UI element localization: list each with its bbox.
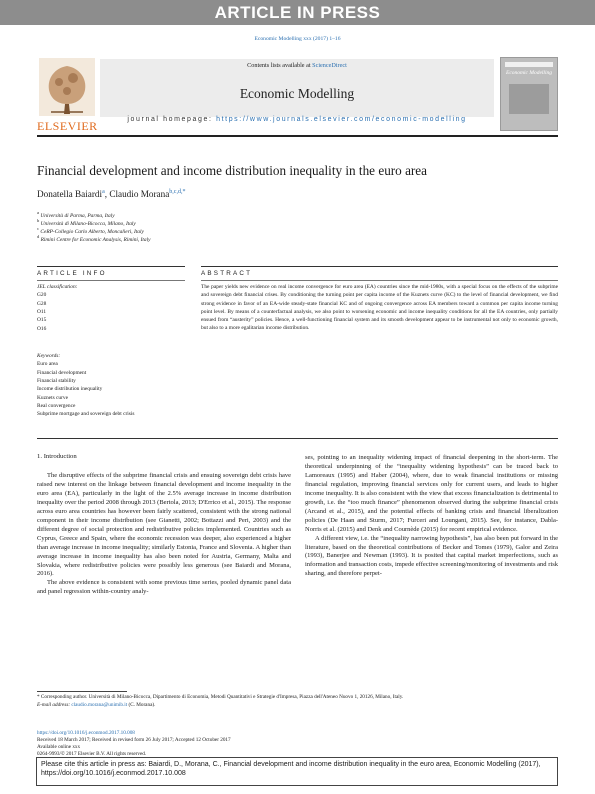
jel-label: JEL classification:: [37, 284, 78, 290]
sciencedirect-link[interactable]: ScienceDirect: [312, 62, 347, 69]
affiliation: [37, 234, 437, 243]
email-link[interactable]: claudio.morana@unimib.it: [71, 701, 128, 708]
copyright-line: 0264-9993/© 2017 Elsevier B.V. All rights reserved.: [37, 751, 147, 758]
jel-code: O15: [37, 317, 47, 324]
journal-citation-line[interactable]: Economic Modelling xxx (2017) 1–16: [254, 36, 341, 42]
body-paragraph: ses, pointing to an inequality widening impact of financial deepening in the short-term. The theoretical underpinning of the “inequality widening hypothesis” can be traced back to Lamoreaux (1995) and Haber (2004), where, due to weak financial institutions or missing financial regulation, improving financial services only for current users, and leads to higher income inequality. It is also consistent with the view that excess financialization is detrimental to growth, i.e. the “too much finance” phenomenon observed during the subprime financial crisis (Arcand et al., 2015), and the potential effects of banking crisis and financial liberalization policies (De Haan and Sturm, 2017; Furceri and Loungani, 2015). See, for instance, Dabla-Norris et al. (2015) and Denk and Cournède (2015) for recent empirical evidence.: [305, 454, 558, 533]
elsevier-wordmark: ELSEVIER: [37, 119, 98, 133]
masthead-divider: [37, 135, 558, 137]
abstract-heading: ABSTRACT: [201, 270, 253, 277]
journal-title-box: [100, 59, 494, 117]
affiliation-text: CeRP-Collegio Carlo Alberto, Moncalieri, Italy: [40, 228, 144, 235]
article-info-rule: [37, 266, 185, 267]
jel-code: O11: [37, 309, 47, 316]
homepage-url-link[interactable]: https://www.journals.elsevier.com/economic-modelling: [216, 116, 467, 123]
email-label: E-mail address:: [37, 701, 72, 708]
available-online: Available online xxx: [37, 744, 81, 751]
affiliation-mark: c: [37, 226, 39, 231]
article-in-press-banner: ARTICLE IN PRESS: [0, 0, 595, 25]
corresponding-author-footnote: [37, 694, 558, 709]
journal-name[interactable]: Economic Modelling: [239, 86, 355, 101]
jel-code: G28: [37, 300, 47, 307]
body-column-left: [37, 472, 291, 597]
author-name[interactable]: Donatella Baiardi: [37, 189, 103, 200]
keyword: Income distribution inequality: [37, 386, 103, 393]
journal-cover-thumbnail[interactable]: [500, 57, 558, 131]
keyword: Real convergence: [37, 403, 76, 410]
author-name[interactable]: Claudio Morana: [109, 189, 170, 200]
keyword: Kuznets curve: [37, 394, 68, 401]
homepage-label: journal homepage:: [127, 116, 217, 123]
cover-title: Economic Modelling: [506, 70, 552, 76]
article-title: Financial development and income distribution inequality in the euro area: [37, 163, 428, 178]
jel-code: O16: [37, 325, 47, 332]
affiliation-mark: d: [37, 234, 40, 239]
keyword: Euro area: [37, 361, 58, 368]
cover-header-bar: [505, 62, 553, 67]
contents-prefix: Contents lists available at: [247, 62, 313, 69]
keyword: Financial development: [37, 369, 87, 376]
journal-homepage-line: [100, 116, 494, 123]
doi-link[interactable]: https://doi.org/10.1016/j.econmod.2017.10.008: [37, 730, 135, 736]
received-dates: Received 18 March 2017; Received in revised form 26 July 2017; Accepted 12 October 2017: [37, 737, 231, 744]
citation-box: Please cite this article in press as: Baiardi, D., Morana, C., Financial development and income distribution inequality in the euro area, Economic Modelling (2017), https://doi.org/10.1016/j.econmod.2017.10.008: [36, 757, 558, 786]
jel-code: G20: [37, 292, 47, 299]
body-paragraph: The above evidence is consistent with some previous time series, pooled dynamic panel data and panel regression within-country analy-: [37, 579, 291, 596]
affiliation-mark: a: [37, 210, 39, 215]
abstract-rule: [201, 266, 558, 267]
article-info-subrule: [37, 280, 185, 281]
footnote-rule: [37, 691, 127, 692]
publication-info: [37, 730, 558, 758]
author-affil-marks[interactable]: a: [102, 189, 105, 195]
body-column-right: [305, 454, 558, 579]
keyword: Financial stability: [37, 378, 76, 385]
journal-masthead: [37, 56, 558, 131]
jel-classification: [37, 283, 187, 333]
author-affil-marks[interactable]: b,c,d,*: [169, 189, 186, 195]
abstract-text: The paper yields new evidence on real income convergence for euro area (EA) countries since the mid-1980s, with a special focus on the effects of the subprime and sovereign debt financial crises. By conditioning the turning point per capita income of the Kuznets curve (KC) to the level of financial development, we find strong evidence in favor of an EA-wide steady-state financial KC and of ongoing convergence across EA members toward a common per capita income turning point level. By means of a counterfactual analysis, we also point to worsening economic and income inequality conditions for all the EA countries, only partially ensued from “austerity” policies. Hence, a well-functioning financial system and its smooth development appear to be instrumental not only to economic growth, but also to a more egalitarian income distribution.: [201, 284, 558, 332]
keyword: Subprime mortgage and sovereign debt crisis: [37, 411, 135, 418]
body-paragraph: A different view, i.e. the “inequality narrowing hypothesis”, has also been put forward in the literature, based on the theoretical contributions of Becker and Tomes (1979), Galor and Zeira (1993), Banerjee and Newman (1993). It is posited that capital market imperfections, such as information and transaction costs, impede effective screening/monitoring of investments and risk sharing, and therefore perpet-: [305, 534, 558, 578]
affiliation-text: Rimini Centre for Economic Analysis, Rimini, Italy: [40, 236, 151, 243]
email-suffix: (C. Morana).: [127, 701, 156, 708]
contents-line: [100, 62, 494, 69]
author-list: Donatella Baiardi$^a$, Claudio Morana$^{b,c,d,*}$: [37, 189, 186, 200]
article-info-heading: ARTICLE INFO: [37, 270, 107, 277]
abstract-subrule: [201, 280, 558, 281]
footnote-text: * Corresponding author. Università di Milano-Bicocca, Dipartimento di Economia, Metodi Quantitativi e Strategie d'Impresa, Piazza dell'Ateneo Nuovo 1, 20126, Milano, Italy.: [37, 694, 404, 700]
front-matter-end-rule: [37, 438, 558, 439]
keywords-label: Keywords:: [37, 353, 61, 359]
section-heading-introduction: 1. Introduction: [37, 453, 77, 460]
affiliation-text: Università di Milano-Bicocca, Milano, Italy: [40, 220, 136, 227]
body-paragraph: The disruptive effects of the subprime financial crisis and ensuing sovereign debt crisis have raised new interest on the linkage between financial development and income inequality in the euro area (EA), particularly in the light of the 2.5% average increase in income distribution inequality over the period 2008 through 2013 (Bertola, 2013; D'Errico et al., 2015). The response across euro area countries has however been fairly scattered, consistent with the strong national component in their income distribution (see Gianetti, 2002; Bottazzi and Peri, 2003) and the different degree of social protection and redistributive policies implemented. Countries such as Cyprus, Greece and Spain, where the economic recession was deeper, also experienced a higher than average increase in income inequality; similarly Estonia, France and Slovenia. A higher than average increase in income inequality has also been noted for Austria, Germany, Malta and Slovakia, where redistributive policies were possibly less generous (see Baiardi and Morana, 2016).: [37, 472, 291, 578]
keywords-list: [37, 352, 187, 419]
affiliation-text: Università di Parma, Parma, Italy: [40, 212, 115, 219]
abstract-body: [201, 283, 558, 333]
affiliation-mark: b: [37, 218, 40, 223]
cover-image: [509, 84, 549, 114]
